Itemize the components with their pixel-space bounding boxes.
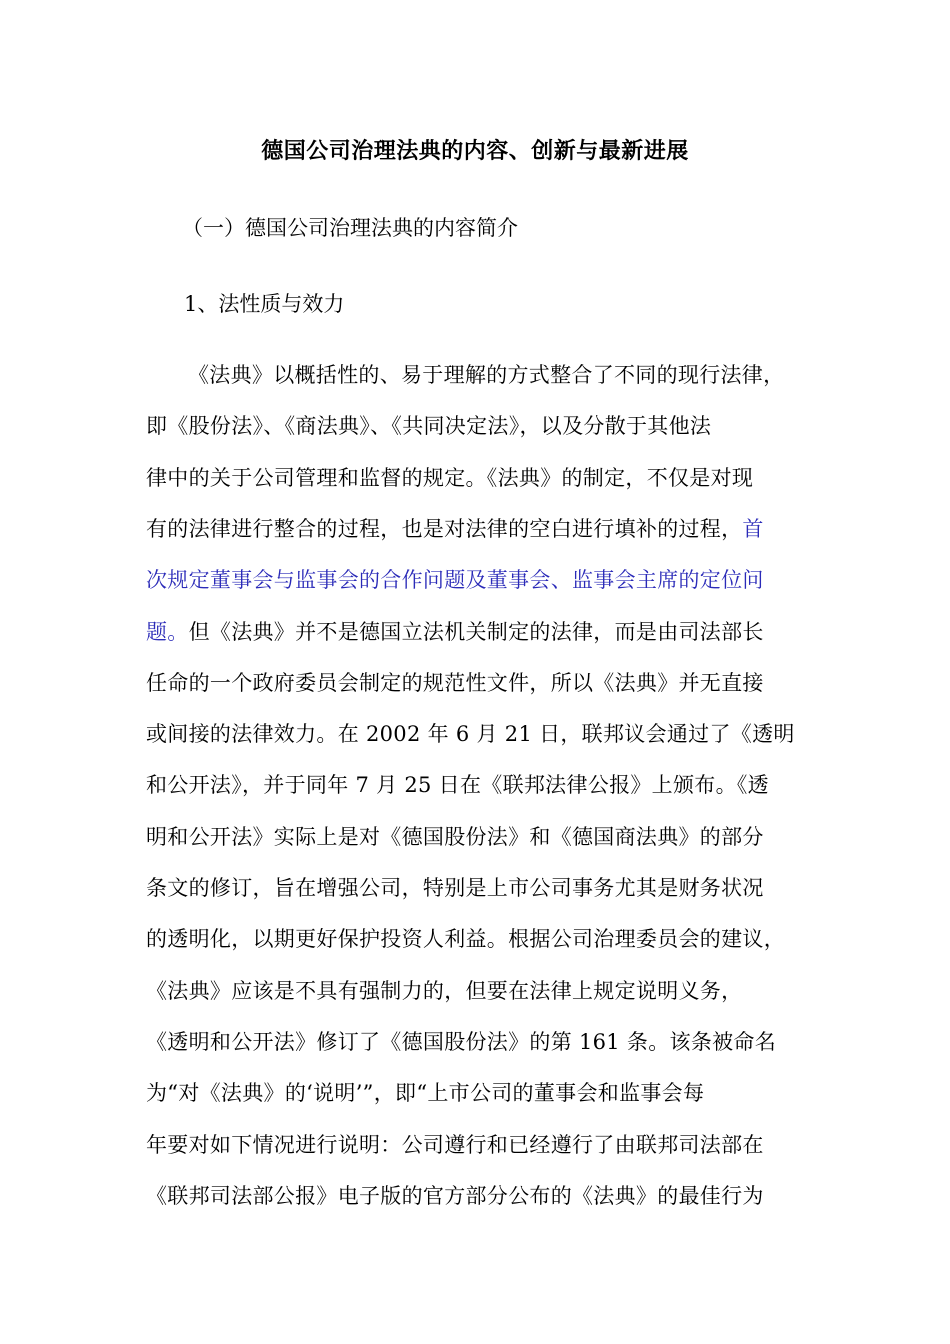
paragraph-line — [146, 765, 769, 805]
section-heading: （一）德国公司治理法典的内容简介 — [182, 216, 518, 240]
paragraph-line — [146, 406, 711, 446]
paragraph-text: 《透明和公开法》修订了《德国股份法》的第 161 条。该条被命名 — [146, 1029, 777, 1054]
paragraph-line — [146, 919, 785, 959]
hyperlink-text[interactable]: 次规定董事会与监事会的合作问题及董事会、监事会主席的定位问 — [146, 568, 764, 593]
paragraph-text: 明和公开法》实际上是对《德国股份法》和《德国商法典》的部分 — [146, 824, 764, 849]
paragraph-line — [146, 971, 742, 1011]
paragraph-line — [146, 560, 764, 600]
paragraph-text: 的透明化，以期更好保护投资人利益。根据公司治理委员会的建议， — [146, 927, 785, 952]
hyperlink-text[interactable]: 题。 — [146, 619, 189, 644]
paragraph-line — [146, 817, 764, 857]
paragraph-text: 即《股份法》、《商法典》、《共同决定法》，以及分散于其他法 — [146, 414, 712, 439]
paragraph-line — [146, 458, 753, 498]
paragraph-line — [146, 663, 764, 703]
paragraph-line — [146, 868, 764, 908]
paragraph-text: 律中的关于公司管理和监督的规定。《法典》的制定，不仅是对现 — [146, 465, 754, 490]
paragraph-text: 年要对如下情况进行说明：公司遵行和已经遵行了由联邦司法部在 — [146, 1132, 764, 1157]
document-title: 德国公司治理法典的内容、创新与最新进展 — [261, 139, 689, 164]
paragraph-text: 任命的一个政府委员会制定的规范性文件，所以《法典》并无直接 — [146, 670, 764, 695]
paragraph-text: 《法典》应该是不具有强制力的，但要在法律上规定说明义务， — [146, 978, 743, 1003]
paragraph-line — [146, 1125, 764, 1165]
paragraph-line — [146, 509, 764, 549]
paragraph-text: 或间接的法律效力。在 2002 年 6 月 21 日，联邦议会通过了《透明 — [146, 722, 795, 747]
paragraph-text: 但《法典》并不是德国立法机关制定的法律，而是由司法部长 — [188, 619, 764, 644]
paragraph-text: 《联邦司法部公报》电子版的官方部分公布的《法典》的最佳行为 — [146, 1183, 764, 1208]
paragraph-line — [146, 612, 764, 652]
paragraph-line — [146, 714, 795, 754]
paragraph-text: 条文的修订，旨在增强公司，特别是上市公司事务尤其是财务状况 — [146, 876, 764, 900]
paragraph-text: 有的法律进行整合的过程，也是对法律的空白进行填补的过程， — [146, 516, 743, 541]
paragraph-line — [146, 1073, 704, 1113]
subsection-heading: 1、法性质与效力 — [184, 292, 345, 316]
paragraph-text: 和公开法》，并于同年 7 月 25 日在《联邦法律公报》上颁布。《透 — [146, 773, 769, 798]
paragraph-text: 为“对《法典》的‘说明’”，即“上市公司的董事会和监事会每 — [146, 1081, 705, 1106]
paragraph-line — [146, 1022, 776, 1062]
hyperlink-text[interactable]: 首 — [742, 516, 764, 541]
paragraph-line — [146, 1176, 764, 1216]
paragraph-text: 《法典》以概括性的、易于理解的方式整合了不同的现行法律， — [188, 363, 785, 387]
paragraph-line — [188, 355, 784, 395]
